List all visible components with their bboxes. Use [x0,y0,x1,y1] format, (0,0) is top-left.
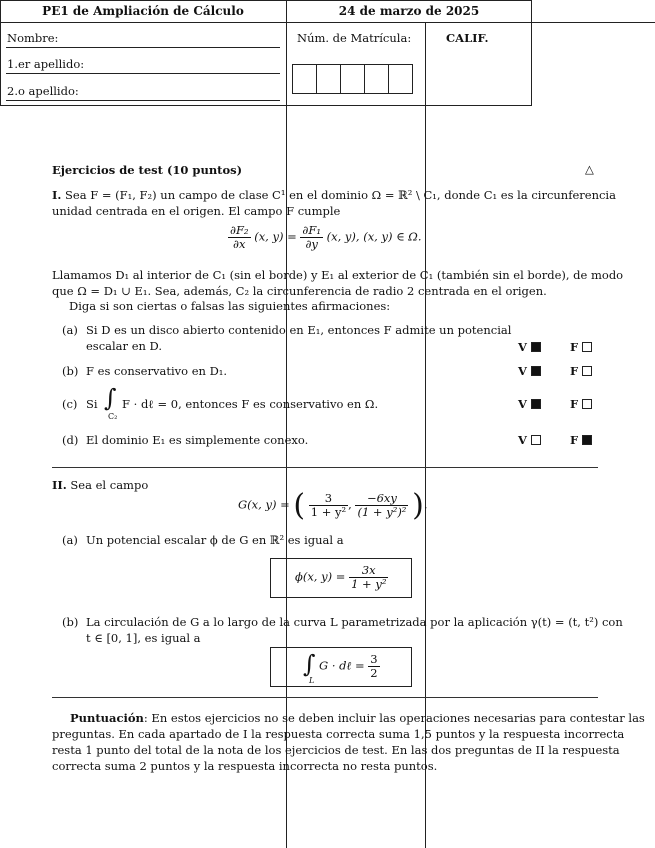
answer-b-integral-sub: L [309,676,315,685]
scoring-line1 [70,711,645,725]
surname2-label: 2.o apellido: [7,84,79,98]
q2b-text2: t ∈ [0, 1], es igual a [86,631,201,645]
item-d-f[interactable]: F [570,433,592,447]
checkbox-checked-icon [531,342,541,352]
scoring-line3: resta 1 punto del total de la nota de los ejercicios de test. En las dos preguntas de II la respuesta [52,743,620,757]
g-frac1: $\frac{3}{\text{1 + y²}}$ [310,490,347,519]
checkbox-checked-icon [531,366,541,376]
answer-box-a [270,558,412,598]
integral-sign-icon: ∫ [303,650,316,678]
eq-frac2: $\frac{\text{∂F₁}}{\partial y}$ [302,223,321,252]
answer-a-frac: $\frac{3x}{\text{1 + y²}}$ [351,563,387,592]
checkbox-empty-icon [582,366,592,376]
eq-mid: (x, y) = [254,229,297,244]
triangle-icon: △ [585,162,594,176]
id-box[interactable] [316,64,341,94]
q1-equation [228,224,421,251]
q2-number: II. [52,478,67,492]
integral-sign-icon: ∫ [104,384,117,412]
id-box[interactable] [292,64,317,94]
scoring-title: Puntuación [70,711,144,725]
id-label: Núm. de Matrícula: [297,31,412,45]
item-b-f[interactable]: F [570,364,592,378]
item-d-label: (d) [62,433,79,447]
header-table [0,0,532,106]
q2-intro-text: Sea el campo [70,478,149,492]
q1-intro-text1: Sea F = (F₁, F₂) un campo de clase C¹ en el dominio Ω = ℝ² \ C₁, donde C₁ es la circunferencia [65,188,616,202]
surname1-label: 1.er apellido: [7,57,85,71]
item-a-v[interactable]: V [518,340,541,354]
q1-text-line3: Diga si son ciertas o falsas las siguientes afirmaciones: [69,299,391,313]
surname2-field[interactable] [6,100,280,101]
item-d-v[interactable]: V [518,433,541,447]
checkbox-empty-icon [582,399,592,409]
header-rule [0,22,655,23]
name-label: Nombre: [7,31,59,45]
answer-box-b [270,647,412,687]
course-title: PE1 de Ampliación de Cálculo [42,4,244,18]
q1-number: I. [52,188,62,202]
eq-end: (x, y), (x, y) ∈ Ω. [326,229,422,244]
id-box[interactable] [388,64,413,94]
g-lhs: G(x, y) = [238,497,290,512]
q1-intro-line2: unidad centrada en el origen. El campo F cumple [52,204,341,218]
checkbox-checked-icon [582,435,592,445]
checkbox-empty-icon [531,435,541,445]
scoring-line4: correcta suma 2 puntos y la respuesta incorrecta no resta puntos. [52,759,438,773]
q2-intro [52,478,148,492]
answer-b-mid: G · dℓ = [319,658,365,673]
q2a-label: (a) [62,533,78,547]
item-c-label: (c) [62,397,78,411]
g-frac2: $\frac{-6xy}{\text{(1 + y²)²}}$ [357,490,407,519]
name-field[interactable] [6,47,280,48]
section-title: Ejercicios de test (10 puntos) [52,163,243,177]
id-box[interactable] [340,64,365,94]
item-a-text2: escalar en D. [86,339,163,353]
item-b-v[interactable]: V [518,364,541,378]
surname1-field[interactable] [6,73,280,74]
item-b-text: F es conservativo en D₁. [86,364,228,378]
item-c-post: F · dℓ = 0, entonces F es conservativo en Ω. [122,397,379,411]
q1-text-line1: Llamamos D₁ al interior de C₁ (sin el borde) y E₁ al exterior de C₁ (también sin el borde), de modo [52,268,624,282]
id-box[interactable] [364,64,389,94]
item-d-text: El dominio E₁ es simplemente conexo. [86,433,309,447]
answer-a-formula [295,564,388,591]
item-b-label: (b) [62,364,79,378]
answer-a-lhs: ϕ(x, y) = [295,569,346,584]
item-c-v[interactable]: V [518,397,541,411]
scoring-divider [52,697,598,698]
exam-date: 24 de marzo de 2025 [338,4,480,18]
item-a-text1: Si D es un disco abierto contenido en E₁, entonces F admite un potencial [86,323,512,337]
eq-frac1: $\frac{\text{∂F₂}}{\partial x}$ [230,223,249,252]
item-c-pre: Si [86,397,98,411]
grade-label: CALIF. [446,31,489,45]
g-field-equation: G(x, y) = ( $\frac{3}{\text{1 + y²}}$ , $\frac{-6xy}{\text{(1 + y²)²}}$ ). [238,488,428,523]
item-a-f[interactable]: F [570,340,592,354]
item-c-f[interactable]: F [570,397,592,411]
q2b-text1: La circulación de G a lo largo de la curva L parametrizada por la aplicación γ(t) = (t, t²) con [86,615,623,629]
q1-intro-line1 [52,188,616,202]
checkbox-checked-icon [531,399,541,409]
q1-text-line2: que Ω = D₁ ∪ E₁. Sea, además, C₂ la circunferencia de radio 2 centrada en el origen. [52,284,547,298]
item-c-integral-sub: C₂ [108,412,118,421]
scoring-line2: preguntas. En cada apartado de I la respuesta correcta suma 1,5 puntos y la respuesta incorrecta [52,727,625,741]
section-divider [52,467,598,468]
checkbox-empty-icon [582,342,592,352]
item-a-label: (a) [62,323,78,337]
q2b-label: (b) [62,615,79,629]
answer-b-frac: $\frac{3}{2}$ [370,652,378,681]
answer-b-formula [319,653,380,680]
scoring-text1: : En estos ejercicios no se deben incluir las operaciones necesarias para contestar las [143,711,645,725]
q2a-text: Un potencial escalar ϕ de G en ℝ² es igual a [86,533,344,547]
